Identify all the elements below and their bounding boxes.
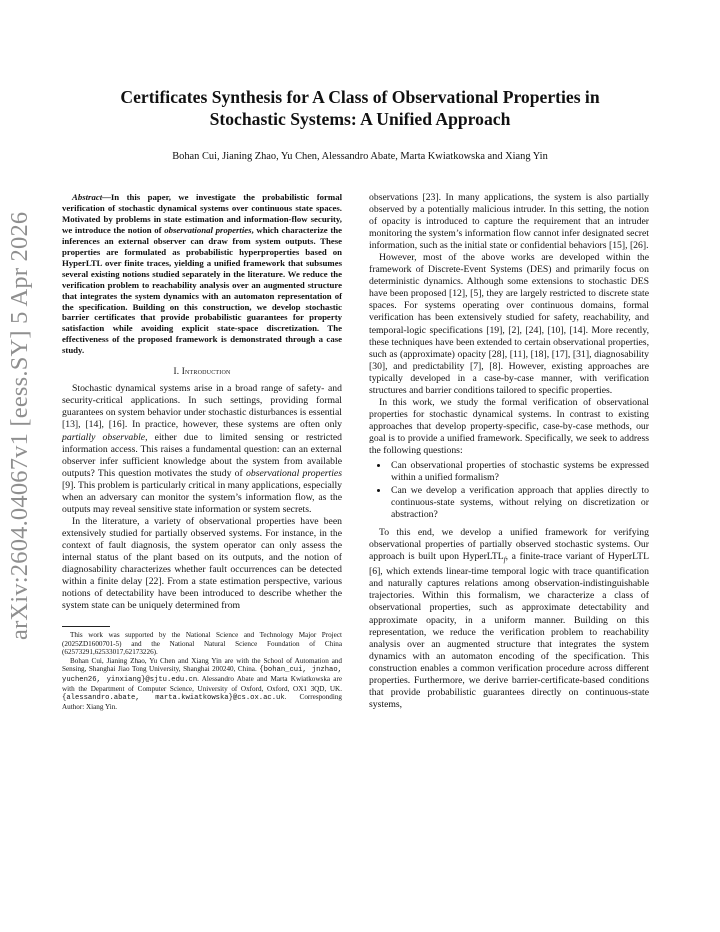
right-paragraph-2: However, most of the above works are developed within the framework of Discrete-Event Systems (DES) and primarily focus on deterministic dynamics. Although some extensions to stochastic DES have been proposed [12], [5], they are largely restricted to discrete state spaces. For systems operating over continuous domains, formal verification has been extensively studied for safety, reachability, and temporal-logic specifications [19], [2], [24], [10], [14]. More recently, these techniques have been extended to certain observational properties, such as (approximate) opacity [28], [11], [18], [17], [31], diagnosability [30], and predictability [7], [8]. However, existing approaches are typically developed in a case-by-case manner, with verification structures and barrier conditions tailored to specific properties. [369,252,649,396]
arxiv-identifier[interactable]: arXiv:2604.04067v1 [eess.SY] 5 Apr 2026 [6,211,33,640]
question-list [369,460,649,521]
abstract-term: observational properties [164,224,252,235]
section-name: Introduction [181,366,231,377]
section-numeral: I. [173,366,182,377]
footnote-email-oxford[interactable]: {alessandro.abate, marta.kwiatkowska}@cs.ox.ac.uk [62,694,285,703]
intro-paragraph-1 [62,383,342,516]
abstract [62,192,342,356]
footnote-rule [62,626,110,627]
intro-paragraph-2: In the literature, a variety of observational properties have been extensively studied for partially observed systems. For instance, in the context of fault diagnosis, the system operator can only assess the internal status of the plant based on its outputs, and the notion of diagnosability characterizes whether fault occurrences can be detected within a finite delay [22]. From a state estimation perspective, various notions of detectability have been introduced to describe whether the system state can be uniquely determined from [62,515,342,612]
author-list: Bohan Cui, Jianing Zhao, Yu Chen, Alessandro Abate, Marta Kwiatkowska and Xiang Yin [172,151,548,162]
left-column [62,192,342,711]
paper-title [80,86,640,130]
right-p4-text-a: To this end, we develop a unified framework for verifying observational properties of partially observed stochastic systems. Our approach is built upon HyperLTL [369,527,649,563]
section-heading-introduction [62,365,342,377]
intro-p1-term-2: observational properties [246,467,342,479]
title-line-2: Stochastic Systems: A Unified Approach [209,109,511,129]
footnote-affiliations [62,657,342,711]
footnote-aff-text-b: . Alessandro Abate and Marta Kwiatkowska are with the Department of Computer Science, University of Oxford, Oxford, OX1 3QD, UK. [62,674,342,693]
title-line-1: Certificates Synthesis for A Class of Observational Properties in [120,87,600,107]
abstract-dash: — [102,192,111,202]
list-item: • Can we develop a verification approach that applies directly to continuous-state systems, without relying on discretization or abstraction? [389,485,649,521]
intro-p1-text-c: [9]. This problem is particularly critical in many applications, especially when an adversary can monitor the system’s information flow, as the outputs may reveal sensitive state information or system secrets. [62,479,342,515]
footnote-aff-text-a: Bohan Cui, Jianing Zhao, Yu Chen and Xiang Yin are with the School of Automation and Sensing, Shanghai Jiao Tong University, Shanghai 200240, China. [62,656,342,674]
list-item: • Can observational properties of stochastic systems be expressed within a unified formalism? [389,460,649,484]
footnote-funding: This work was supported by the National Science and Technology Major Project (2025ZD1600701-5) and the National Natural Science Foundation of China (62573291,62533017,62173226). [62,631,342,657]
right-paragraph-3: In this work, we study the formal verification of observational properties for stochastic dynamical systems. In contrast to existing approaches that develop property-specific, case-by-case methods, our goal is to provide a unified framework. Specifically, we seek to address the following questions: [369,396,649,456]
footnote [62,631,342,711]
footnote-aff-text-c: . Corresponding Author: Xiang Yin. [62,693,342,711]
abstract-label: Abstract [72,192,103,202]
abstract-text-2: , which characterize the inferences an external observer can draw from system outputs. These properties are formulated as probabilistic hyperproperties based on HyperLTL over finite traces, yielding a unified framework that subsumes several existing notions studied separately in the literature. We reduce the verification problem to reachability analysis over an augmented structure that integrates the system dynamics with an automaton representation of the specification. Building on this construction, we develop stochastic barrier certificates that provide probabilistic guarantees for property satisfaction while avoiding explicit state-space discretization. The effectiveness of the proposed framework is demonstrated through a case study. [62,224,342,356]
right-paragraph-1: observations [23]. In many applications, the system is also partially observed by a potentially malicious intruder. In this setting, the notion of opacity is introduced to capture the requirement that an intruder monitoring the system’s information flow cannot infer designated secret information, such as the initial state or confidential behaviors [15], [26]. [369,192,649,252]
abstract-text-1: In this paper, we investigate the probabilistic formal verification of stochastic dynamical systems over continuous state spaces. Motivated by problems in state estimation and information-flow security, we introduce the notion of [62,192,342,235]
right-column [369,192,649,711]
right-paragraph-4 [369,527,649,711]
footnote-email-sjtu[interactable]: {bohan_cui, jnzhao, yuchen26, yinxiang}@sjtu.edu.cn [62,666,342,684]
right-p4-text-b: , a finite-trace variant of HyperLTL [6], which extends linear-time temporal logic with trace quantification and naturally captures relations among observation-indistinguishable trajectories. Within this formalism, we characterize a class of observational properties, such as approximate detectability and approximate opacity, in a uniform manner. Building on this representation, we reduce the verification problem to reachability analysis over an augmented structure that integrates the system dynamics with an automaton encoding of the specification. This construction enables a common verification procedure across different properties. Furthermore, we derive barrier-certificate-based conditions that provide probabilistic guarantees directly on continuous-state systems, [369,551,649,710]
intro-p1-term: partially observable [62,431,146,443]
intro-p1-text-a: Stochastic dynamical systems arise in a broad range of safety- and security-critical applications. In such settings, providing formal guarantees on system behavior under stochastic disturbances is essential [13], [14], [16]. In practice, however, these systems are often only [62,383,342,431]
intro-p1-text-b: , either due to limited sensing or restricted information access. This raises a fundamental question: can an external observer infer sufficient knowledge about the system from available outputs? This question motivates the study of [62,431,342,479]
hyperltl-subscript: f [503,556,506,565]
